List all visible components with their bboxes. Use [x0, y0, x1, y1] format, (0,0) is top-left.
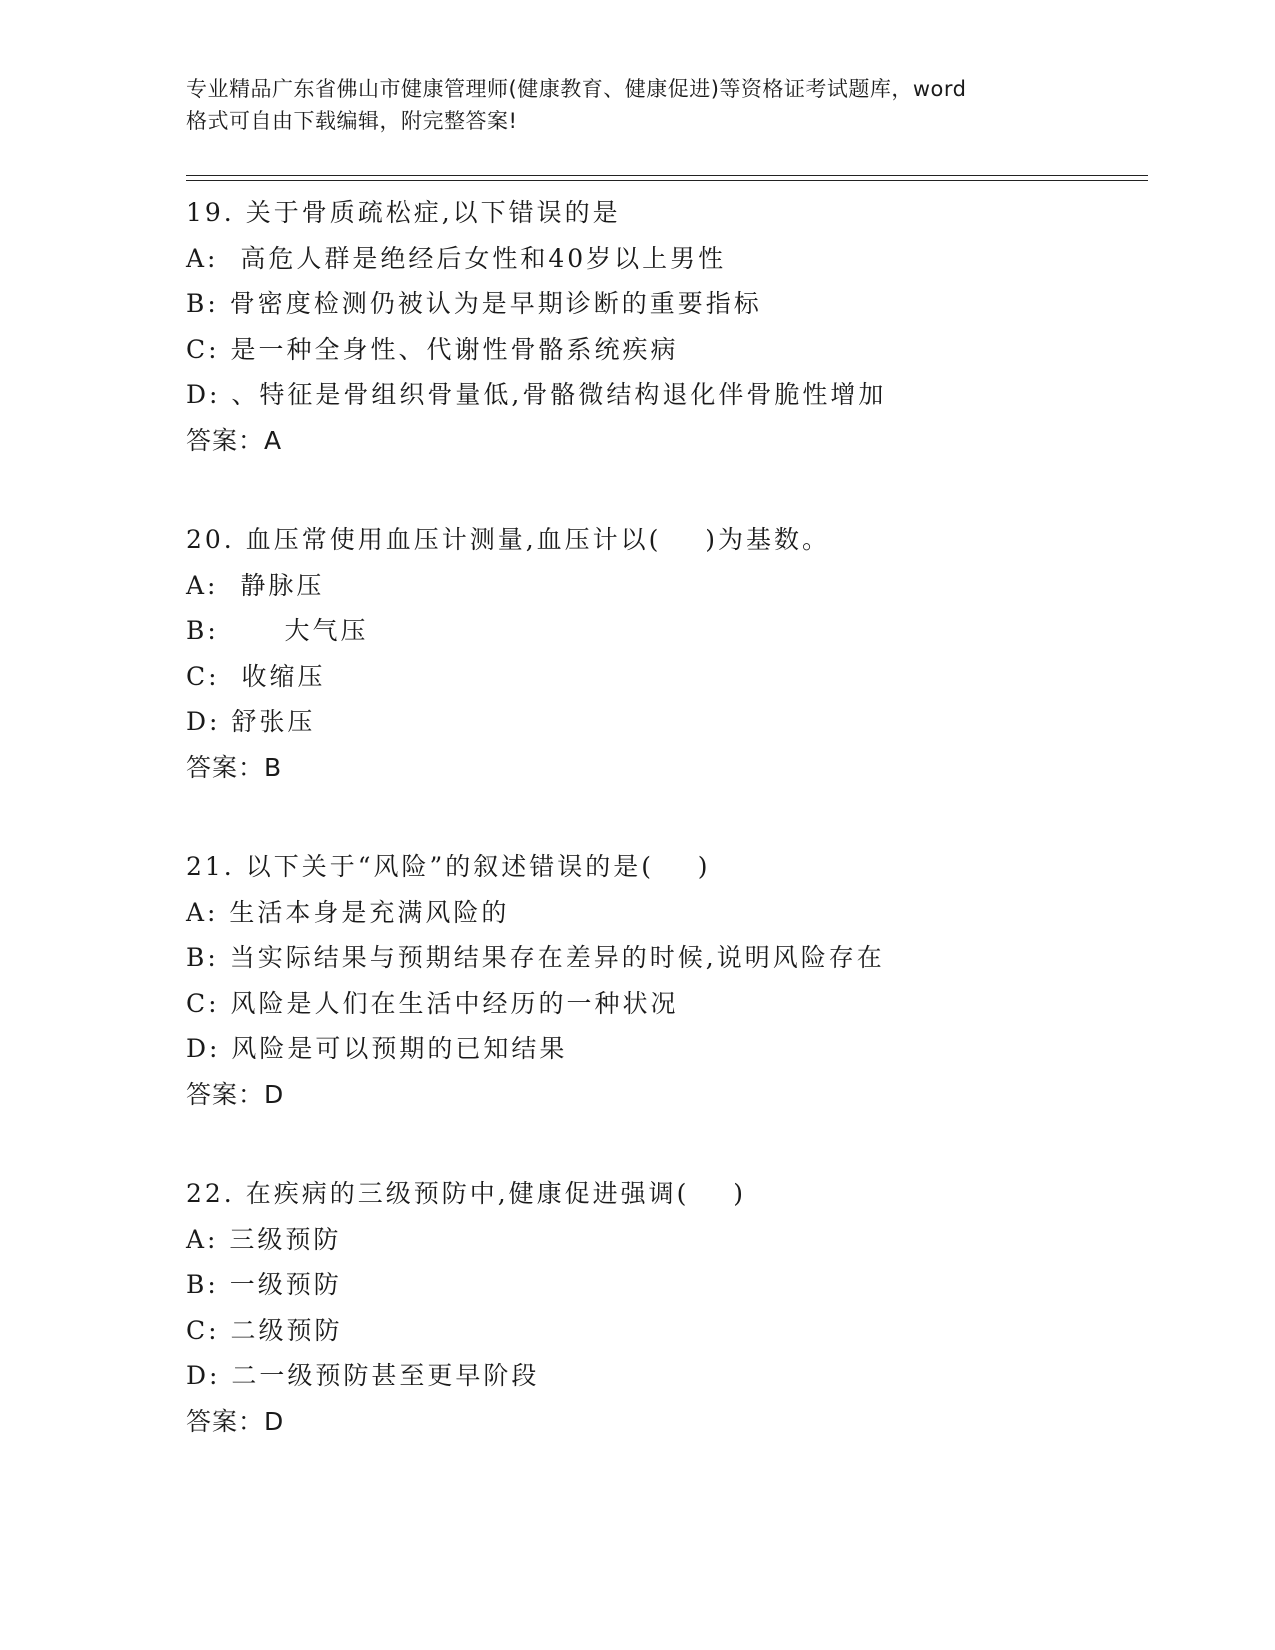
option-a: A: 高危人群是绝经后女性和40岁以上男性 — [186, 243, 727, 273]
answer-line — [186, 745, 1146, 791]
question-list — [186, 190, 1146, 1498]
header-line-1: 专业精品广东省佛山市健康管理师(健康教育、健康促进)等资格证考试题库，word — [186, 77, 967, 101]
option-b: B: 一级预防 — [186, 1270, 342, 1299]
answer-label: 答案： — [186, 752, 265, 782]
answer-label: 答案： — [186, 1406, 265, 1436]
answer-value: D — [264, 1406, 285, 1436]
document-header — [186, 73, 1106, 137]
answer-line — [186, 1399, 1146, 1445]
option-a: A: 生活本身是充满风险的 — [186, 897, 510, 927]
header-divider-bottom — [186, 180, 1148, 181]
option-b: B: 当实际结果与预期结果存在差异的时候,说明风险存在 — [186, 943, 885, 972]
answer-value: B — [264, 752, 283, 782]
header-line-2: 格式可自由下载编辑，附完整答案! — [186, 109, 518, 133]
answer-line — [186, 418, 1146, 464]
option-d: D: 、特征是骨组织骨量低,骨骼微结构退化伴骨脆性增加 — [186, 380, 887, 409]
option-c: C: 是一种全身性、代谢性骨骼系统疾病 — [186, 334, 679, 364]
answer-label: 答案： — [186, 1079, 265, 1109]
question-20 — [186, 517, 1146, 790]
question-19 — [186, 190, 1146, 463]
question-stem: 22. 在疾病的三级预防中,健康促进强调( ) — [186, 1179, 746, 1208]
question-stem: 21. 以下关于“风险”的叙述错误的是( ) — [186, 852, 711, 881]
option-d: D: 二一级预防甚至更早阶段 — [186, 1361, 540, 1390]
question-stem: 20. 血压常使用血压计测量,血压计以( )为基数。 — [186, 525, 830, 554]
option-c: C: 风险是人们在生活中经历的一种状况 — [186, 988, 679, 1018]
answer-line — [186, 1072, 1146, 1118]
answer-value: A — [264, 425, 283, 455]
question-21 — [186, 844, 1146, 1117]
option-b: B: 大气压 — [186, 616, 369, 645]
option-d: D: 舒张压 — [186, 707, 316, 736]
option-b: B: 骨密度检测仍被认为是早期诊断的重要指标 — [186, 289, 762, 318]
header-divider-top — [186, 175, 1148, 176]
option-a: A: 三级预防 — [186, 1224, 342, 1254]
option-c: C: 二级预防 — [186, 1315, 343, 1345]
question-stem: 19. 关于骨质疏松症,以下错误的是 — [186, 198, 621, 227]
answer-value: D — [264, 1079, 285, 1109]
answer-label: 答案： — [186, 425, 265, 455]
option-a: A: 静脉压 — [186, 570, 325, 600]
option-d: D: 风险是可以预期的已知结果 — [186, 1034, 568, 1063]
question-22 — [186, 1171, 1146, 1444]
option-c: C: 收缩压 — [186, 661, 326, 691]
